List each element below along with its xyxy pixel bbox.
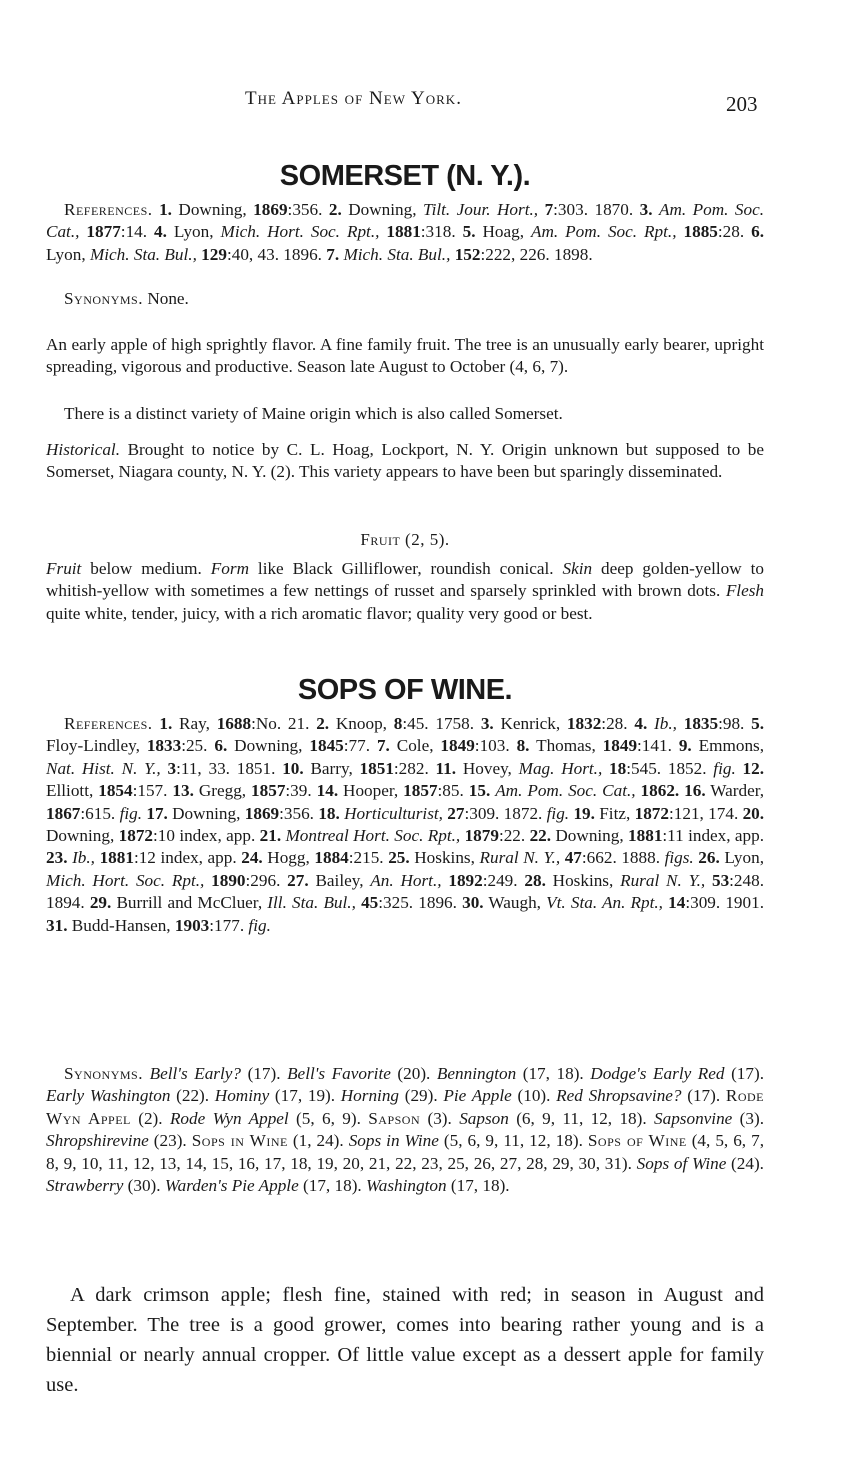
text-run: :356. xyxy=(287,200,329,219)
italic-text: Sapsonvine xyxy=(654,1108,733,1128)
text-run: An early apple of high sprightly flavor. A fine family fruit. The tree is an unusually early bearer, upright spreading, vigorous and productive. Season late August to October (4, 6, 7). xyxy=(46,335,764,377)
small-caps-label: Sops of Wine xyxy=(587,1131,687,1151)
text-run: :296. xyxy=(245,870,288,890)
small-caps-label: References. xyxy=(64,714,153,733)
bold-number: 4. xyxy=(154,222,167,242)
text-run xyxy=(736,759,743,778)
italic-text: Bell's Early? xyxy=(149,1064,241,1083)
text-run: Lyon, xyxy=(719,848,764,868)
italic-text: fig. xyxy=(713,758,736,778)
text-run: (4, 5, 6, 7, 8, 9, 10, 11, 12, 13, 14, 15, 16, 17, 18, 19, 20, 21, 22, 23, 25, 26, 27, 28, 29, 30, 31). xyxy=(46,1131,764,1173)
bold-number: 22. xyxy=(529,826,552,846)
bold-number: 1. xyxy=(159,200,172,219)
text-run: :318. xyxy=(420,222,463,242)
bold-number: 15. xyxy=(468,781,491,801)
sops-of-wine-description xyxy=(46,1280,764,1400)
bold-number: 129 xyxy=(201,244,227,264)
text-run: :103. xyxy=(474,736,517,756)
bold-number: 19. xyxy=(573,803,595,823)
small-caps-label: Synonyms. xyxy=(64,1064,144,1083)
bold-number: 1869 xyxy=(253,200,288,219)
text-run: (17, 18). xyxy=(516,1064,591,1083)
italic-text: Mich. Hort. Soc. Rpt., xyxy=(46,870,205,890)
text-run: (10). xyxy=(511,1086,557,1106)
text-run: :85. xyxy=(437,781,469,801)
bold-number: 16. xyxy=(684,781,706,801)
italic-text: figs. xyxy=(664,848,694,868)
text-run: :14. xyxy=(120,222,155,242)
text-run: (6, 9, 11, 12, 18). xyxy=(508,1108,655,1128)
bold-number: 1903 xyxy=(174,915,210,935)
text-run: Hoskins, xyxy=(545,870,621,890)
bold-number: 10. xyxy=(282,758,304,778)
bold-number: 30. xyxy=(462,893,484,913)
text-run: Barry, xyxy=(303,758,360,778)
somerset-references xyxy=(46,199,764,266)
bold-number: 1849 xyxy=(602,736,638,756)
text-run: Hoag, xyxy=(475,222,531,242)
text-run: Lyon, xyxy=(46,244,90,264)
italic-text: Mag. Hort., xyxy=(518,758,603,778)
text-run: :121, 174. xyxy=(668,803,743,823)
text-run: (17). xyxy=(241,1064,288,1083)
italic-text: Form xyxy=(210,559,249,578)
bold-number: 47 xyxy=(564,848,582,868)
bold-number: 1854 xyxy=(98,781,133,801)
bold-number: 27 xyxy=(447,803,465,823)
text-run: :662. 1888. xyxy=(581,848,665,868)
bold-number: 27. xyxy=(287,870,309,890)
text-run: A dark crimson apple; flesh fine, stained with red; in season in August and September. The tree is a good grower, comes into bearing rather young and is a biennial or nearly annual cropper. Of little value except as a dessert apple for family use. xyxy=(46,1284,764,1396)
bold-number: 28. xyxy=(524,870,546,890)
text-run: :22. xyxy=(498,826,530,846)
text-run: :615. xyxy=(80,803,120,823)
bold-number: 7. xyxy=(326,244,340,264)
bold-number: 1872 xyxy=(118,826,153,846)
italic-text: fig. xyxy=(119,803,143,823)
text-run: :No. 21. xyxy=(251,714,317,733)
text-run: Brought to notice by C. L. Hoag, Lockport, N. Y. Origin unknown but supposed to be Somerset, Niagara county, N. Y. (2). This variety appears to have been but sparingly disseminated. xyxy=(46,440,764,482)
text-run: quite white, tender, juicy, with a rich aromatic flavor; quality very good or best. xyxy=(46,603,593,623)
bold-number: 1867 xyxy=(46,803,81,823)
bold-number: 18. xyxy=(318,803,340,823)
bold-number: 1885 xyxy=(683,222,718,242)
bold-number: 11. xyxy=(435,758,457,778)
bold-number: 1872 xyxy=(634,803,669,823)
italic-text: Horning xyxy=(340,1086,400,1106)
bold-number: 1. xyxy=(159,714,173,733)
text-run: (23). xyxy=(148,1131,192,1151)
bold-number: 1890 xyxy=(211,870,246,890)
text-run: (22). xyxy=(170,1086,215,1106)
text-run: Hovey, xyxy=(456,758,519,778)
italic-text: Am. Pom. Soc. Cat., xyxy=(495,781,636,801)
bold-number: 53 xyxy=(711,870,730,890)
text-run: :303. 1870. xyxy=(553,200,640,219)
text-run: (17, 18). xyxy=(298,1176,367,1196)
bold-number: 1892 xyxy=(448,870,483,890)
text-run: (20). xyxy=(390,1064,437,1083)
bold-number: 1832 xyxy=(566,714,602,733)
text-run: Thomas, xyxy=(529,736,603,756)
italic-text: Mich. Sta. Bul., xyxy=(343,244,451,264)
text-run: deep golden-yellow to whitish-yellow with sometimes a few nettings of russet and sparsely sprinkled with brown dots. xyxy=(46,559,764,601)
text-run: (17, 18). xyxy=(446,1176,510,1196)
bold-number: 29. xyxy=(89,893,112,913)
text-run: :11 index, app. xyxy=(662,826,765,846)
bold-number: 1857 xyxy=(403,781,438,801)
text-run: (17). xyxy=(681,1086,726,1106)
italic-text: Skin xyxy=(562,559,593,578)
italic-text: Bennington xyxy=(436,1064,517,1083)
text-run: Downing, xyxy=(551,826,629,846)
text-run: (3). xyxy=(420,1108,460,1128)
text-run xyxy=(705,871,712,890)
bold-number: 2. xyxy=(316,714,330,733)
bold-number: 3 xyxy=(167,758,177,778)
somerset-historical xyxy=(46,439,764,484)
bold-number: 45 xyxy=(361,893,379,913)
bold-number: 4. xyxy=(634,714,648,733)
bold-number: 7 xyxy=(544,200,554,219)
italic-text: Dodge's Early Red xyxy=(590,1064,725,1083)
small-caps-label: Sapson xyxy=(368,1108,421,1128)
italic-text: fig. xyxy=(546,803,570,823)
italic-text: Bell's Favorite xyxy=(287,1064,391,1083)
italic-text: Nat. Hist. N. Y., xyxy=(46,758,161,778)
text-run: :309. 1901. xyxy=(685,893,765,913)
bold-number: 26. xyxy=(698,848,720,868)
somerset-description xyxy=(46,334,764,379)
bold-number: 20. xyxy=(742,803,765,823)
somerset-synonyms xyxy=(46,288,764,310)
text-run: (17, 19). xyxy=(269,1086,341,1106)
bold-number: 3. xyxy=(480,714,494,733)
text-run xyxy=(677,714,684,733)
italic-text: An. Hort., xyxy=(370,870,442,890)
bold-number: 8. xyxy=(516,736,530,756)
text-run: :25. xyxy=(181,736,215,756)
italic-text: Horticulturist, xyxy=(344,803,443,823)
text-run xyxy=(161,759,168,778)
italic-text: Am. Pom. Soc. Cat., xyxy=(46,200,765,242)
text-run xyxy=(647,714,654,733)
bold-number: 21. xyxy=(259,826,282,846)
text-run: :11, 33. 1851. xyxy=(176,758,283,778)
italic-text: Ib., xyxy=(72,848,95,868)
bold-number: 2. xyxy=(328,200,342,219)
bold-number: 1833 xyxy=(146,736,182,756)
bold-number: 5. xyxy=(462,222,476,242)
bold-number: 1881 xyxy=(99,848,134,868)
text-run: (3). xyxy=(732,1108,765,1128)
text-run: Kenrick, xyxy=(493,714,567,733)
text-run: Hoskins, xyxy=(409,848,480,868)
text-run: Downing, xyxy=(227,736,310,756)
text-run: Hogg, xyxy=(262,848,315,868)
italic-text: Sops in Wine xyxy=(348,1131,439,1151)
sops-of-wine-references xyxy=(46,713,764,937)
text-run: :157. xyxy=(132,781,173,801)
text-run: :356. xyxy=(279,803,319,823)
bold-number: 14 xyxy=(668,893,686,913)
italic-text: Rode Wyn Appel xyxy=(169,1108,289,1128)
text-run: :248. 1894. xyxy=(46,870,765,913)
text-run: :545. 1852. xyxy=(626,758,714,778)
italic-text: Sops of Wine xyxy=(636,1153,727,1173)
bold-number: 1881 xyxy=(628,826,663,846)
text-run: Downing, xyxy=(171,200,254,219)
text-run: Gregg, xyxy=(193,781,252,801)
small-caps-label: Synonyms. xyxy=(64,289,144,308)
italic-text: Tilt. Jour. Hort., xyxy=(422,200,539,219)
bold-number: 1835 xyxy=(683,714,719,733)
italic-text: Mich. Hort. Soc. Rpt., xyxy=(220,222,380,242)
italic-text: Washington xyxy=(366,1176,447,1196)
bold-number: 7. xyxy=(376,736,390,756)
italic-text: Strawberry xyxy=(46,1176,124,1196)
bold-number: 14. xyxy=(316,781,339,801)
text-run: :177. xyxy=(209,915,249,935)
bold-number: 6. xyxy=(214,736,228,756)
page-number: 203 xyxy=(726,92,758,116)
bold-number: 1877 xyxy=(86,222,121,242)
text-run: Elliott, xyxy=(46,781,99,801)
bold-number: 12. xyxy=(742,758,765,778)
text-run: (24). xyxy=(726,1153,764,1173)
text-run: Waugh, xyxy=(483,893,547,913)
bold-number: 1857 xyxy=(251,781,286,801)
italic-text: Warden's Pie Apple xyxy=(164,1176,299,1196)
text-run: Emmons, xyxy=(691,736,765,756)
somerset-fruit-description xyxy=(46,558,764,625)
italic-text: Vt. Sta. An. Rpt., xyxy=(546,893,663,913)
bold-number: 1869 xyxy=(244,803,280,823)
text-run: Hooper, xyxy=(338,781,404,801)
text-run: Cole, xyxy=(389,736,441,756)
italic-text: Sapson xyxy=(459,1108,509,1128)
italic-text: fig. xyxy=(248,915,271,935)
italic-text: Ib., xyxy=(654,714,677,733)
italic-text: Red Shropsavine? xyxy=(556,1086,682,1106)
italic-text: Ill. Sta. Bul., xyxy=(267,893,356,913)
text-run: (29). xyxy=(399,1086,444,1106)
text-run: :77. xyxy=(343,736,377,756)
text-run: :39. xyxy=(285,781,317,801)
small-caps-label: Rode Wyn Appel xyxy=(46,1086,765,1128)
text-run: Downing, xyxy=(167,803,245,823)
bold-number: 5. xyxy=(751,714,765,733)
bold-number: 18 xyxy=(609,758,627,778)
text-run: Bailey, xyxy=(308,870,371,890)
italic-text: Historical. xyxy=(46,440,121,459)
text-run: There is a distinct variety of Maine origin which is also called Somerset. xyxy=(64,404,563,423)
italic-text: Am. Pom. Soc. Rpt., xyxy=(531,222,677,242)
text-run: :222, 226. 1898. xyxy=(480,244,593,264)
italic-text: Fruit xyxy=(46,559,82,578)
bold-number: 8 xyxy=(393,714,403,733)
text-run: :28. xyxy=(601,714,635,733)
bold-number: 152 xyxy=(454,244,481,264)
text-run: :98. xyxy=(718,714,752,733)
text-run: Burrill and McCluer, xyxy=(111,893,268,913)
somerset-title: SOMERSET (N. Y.). xyxy=(279,160,531,192)
text-run: :12 index, app. xyxy=(133,848,242,868)
text-run: :215. xyxy=(348,848,389,868)
text-run: Ray, xyxy=(172,714,217,733)
italic-text: Pie Apple xyxy=(443,1086,512,1106)
running-title: The Apples of New York. xyxy=(245,88,462,109)
bold-number: 13. xyxy=(172,781,194,801)
bold-number: 1851 xyxy=(359,758,394,778)
somerset-fruit-heading: Fruit (2, 5). xyxy=(360,530,450,549)
text-run: :249. xyxy=(482,870,525,890)
text-run: Budd-Hansen, xyxy=(67,915,175,935)
bold-number: 17. xyxy=(146,803,168,823)
text-run: (2). xyxy=(130,1108,170,1128)
italic-text: Hominy xyxy=(214,1086,270,1106)
text-run: Downing, xyxy=(46,826,119,846)
sops-of-wine-title: SOPS OF WINE. xyxy=(297,674,513,706)
text-run: :141. xyxy=(637,736,679,756)
bold-number: 1849 xyxy=(440,736,475,756)
text-run: None. xyxy=(143,289,189,308)
text-run: like Black Gilliflower, roundish conical. xyxy=(248,559,563,578)
text-run: (17). xyxy=(724,1064,765,1083)
bold-number: 1845 xyxy=(309,736,344,756)
text-run: :282. xyxy=(393,758,436,778)
text-run: (5, 6, 9, 11, 12, 18). xyxy=(438,1131,588,1151)
text-run: Fitz, xyxy=(594,803,635,823)
text-run: :325. 1896. xyxy=(378,893,463,913)
text-run: :28. xyxy=(717,222,752,242)
text-run: :10 index, app. xyxy=(153,826,260,846)
text-run: Warder, xyxy=(705,781,765,801)
text-run: :45. 1758. xyxy=(402,714,481,733)
bold-number: 31. xyxy=(46,915,68,935)
text-run: :309. 1872. xyxy=(464,803,547,823)
bold-number: 1881 xyxy=(386,222,421,242)
bold-number: 9. xyxy=(678,736,692,756)
italic-text: Shropshirevine xyxy=(46,1131,149,1151)
bold-number: 3. xyxy=(639,200,653,219)
text-run: Lyon, xyxy=(166,222,221,242)
text-run: below medium. xyxy=(81,559,211,578)
italic-text: Rural N. Y., xyxy=(620,870,706,890)
bold-number: 23. xyxy=(46,848,68,868)
somerset-note xyxy=(46,403,764,425)
italic-text: Montreal Hort. Soc. Rpt., xyxy=(285,826,461,846)
bold-number: 1884 xyxy=(314,848,349,868)
italic-text: Flesh xyxy=(725,581,764,601)
italic-text: Rural N. Y., xyxy=(479,848,561,868)
small-caps-label: References. xyxy=(64,200,153,219)
bold-number: 6. xyxy=(751,222,765,242)
italic-text: Early Washington xyxy=(46,1086,171,1106)
text-run: Floy-Lindley, xyxy=(46,736,147,756)
bold-number: 1688 xyxy=(216,714,252,733)
bold-number: 1862. xyxy=(640,781,680,801)
text-run: Downing, xyxy=(341,200,423,219)
text-run xyxy=(677,222,684,241)
italic-text: Mich. Sta. Bul., xyxy=(89,244,197,264)
bold-number: 25. xyxy=(388,848,410,868)
text-run: Knoop, xyxy=(329,714,394,733)
bold-number: 24. xyxy=(241,848,263,868)
sops-of-wine-synonyms xyxy=(46,1063,764,1197)
text-run: (5, 6, 9). xyxy=(288,1108,369,1128)
text-run: (30). xyxy=(123,1176,165,1196)
small-caps-label: Sops in Wine xyxy=(191,1131,288,1151)
text-run: (1, 24). xyxy=(287,1131,349,1151)
text-run xyxy=(143,1064,150,1083)
text-run: :40, 43. 1896. xyxy=(226,244,327,264)
bold-number: 1879 xyxy=(464,826,499,846)
